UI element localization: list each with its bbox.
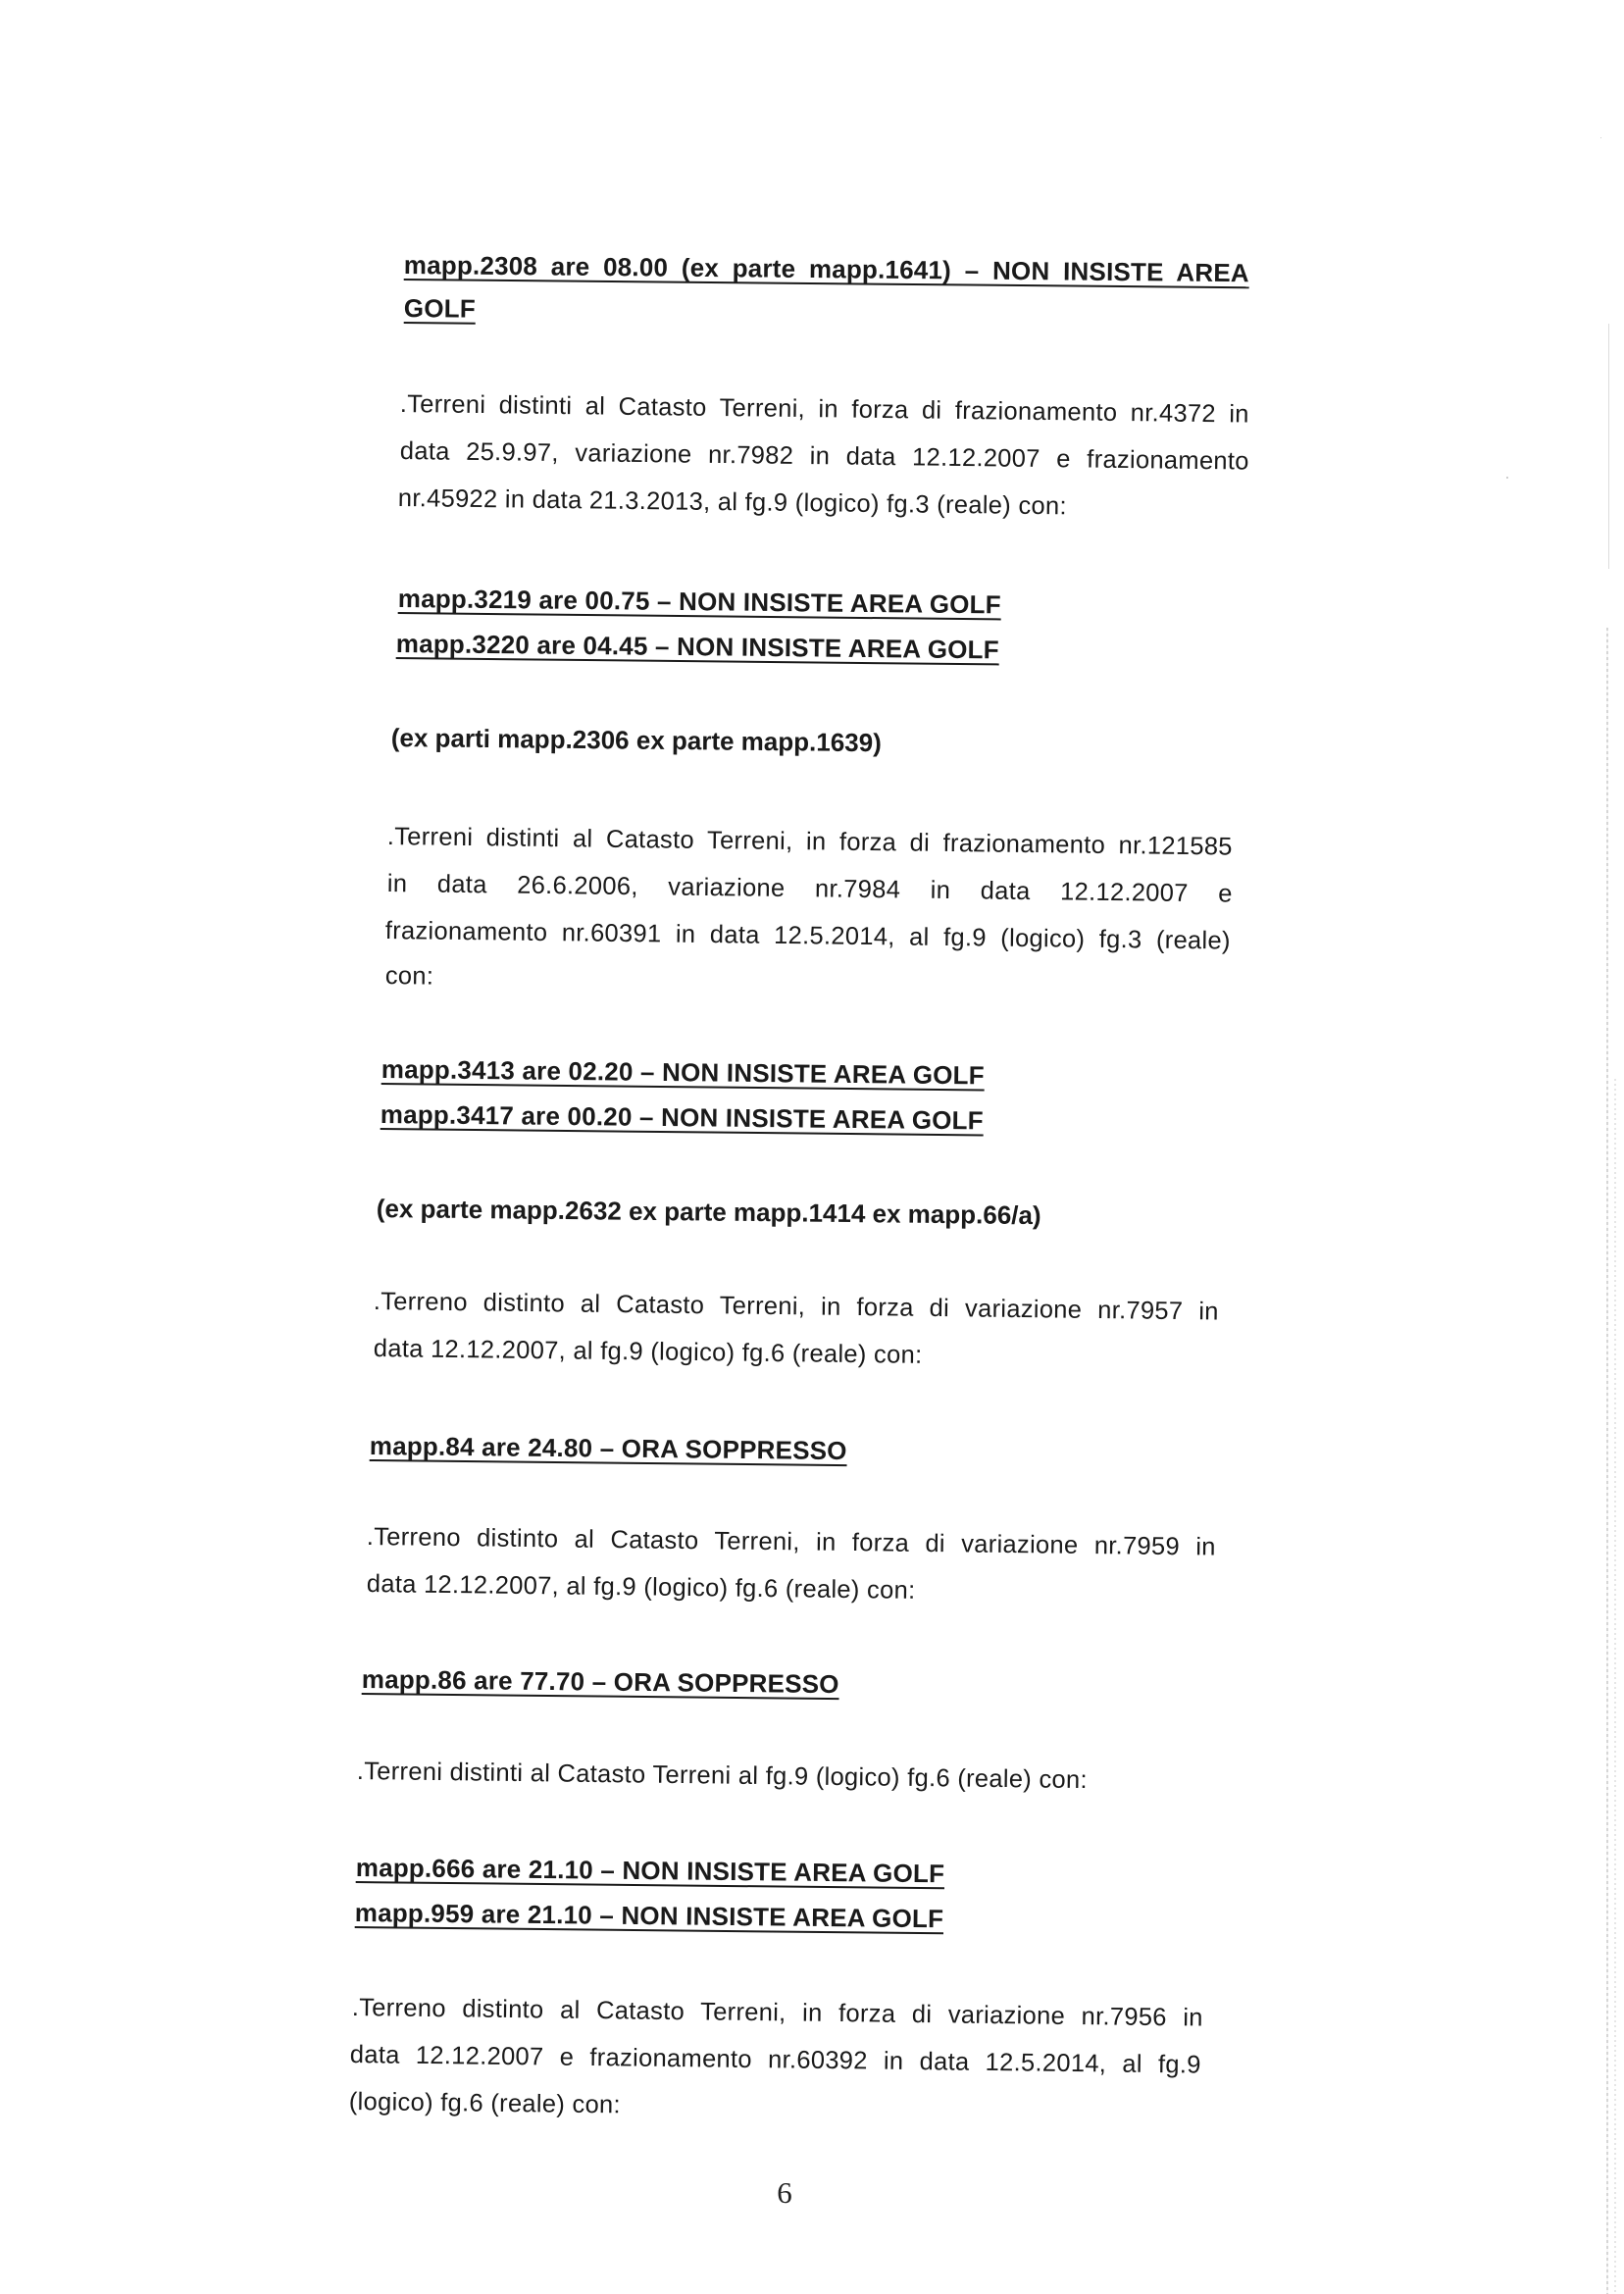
- paragraph-line: data 12.12.2007, al fg.9 (logico) fg.6 (reale) con:: [366, 1570, 916, 1605]
- parcel-heading-line: mapp.3413 are 02.20 – NON INSISTE AREA GOLF: [381, 1054, 985, 1091]
- parcel-heading: [356, 1853, 945, 1889]
- paragraph-line: nr.45922 in data 21.3.2013, al fg.9 (logico) fg.3 (reale) con:: [397, 484, 1067, 521]
- paragraph-line: data 12.12.2007, al fg.9 (logico) fg.6 (reale) con:: [373, 1335, 923, 1369]
- page-number: 6: [777, 2175, 792, 2210]
- cadastre-paragraph: [374, 1335, 923, 1370]
- parcel-heading-line: mapp.86 are 77.70 – ORA SOPPRESSO: [361, 1664, 839, 1700]
- parcel-heading: [398, 584, 1001, 620]
- origin-note: [391, 723, 882, 758]
- origin-note-text: (ex parti mapp.2306 ex parte mapp.1639): [390, 723, 882, 758]
- parcel-heading: [404, 250, 1249, 288]
- paragraph-line: data 25.9.97, variazione nr.7982 in data 12.12.2007 e frazionamento: [399, 437, 1249, 476]
- parcel-heading-line: mapp.959 are 21.10 – NON INSISTE AREA GOLF: [354, 1898, 944, 1934]
- paragraph-line: .Terreni distinti al Catasto Terreni, in forza di frazionamento nr.121585: [386, 823, 1233, 861]
- paragraph-line: .Terreni distinti al Catasto Terreni, in forza di frazionamento nr.4372 in: [399, 390, 1249, 429]
- parcel-heading: [355, 1898, 944, 1934]
- paragraph-line: frazionamento nr.60391 in data 12.5.2014, al fg.9 (logico) fg.3 (reale): [384, 917, 1231, 955]
- cadastre-paragraph: [349, 2088, 621, 2119]
- scan-edge-artifact: [1606, 628, 1608, 2294]
- cadastre-paragraph: [385, 962, 434, 992]
- cadastre-paragraph: [387, 823, 1233, 862]
- parcel-heading-line: mapp.84 are 24.80 – ORA SOPPRESSO: [369, 1431, 847, 1466]
- origin-note: [377, 1194, 1041, 1231]
- paragraph-line: .Terreno distinto al Catasto Terreni, in forza di variazione nr.7956 in: [351, 1994, 1203, 2032]
- scan-speck: [1600, 137, 1601, 138]
- parcel-heading-line: GOLF: [403, 293, 477, 324]
- scan-edge-artifact: [1608, 324, 1609, 569]
- parcel-heading-line: mapp.2308 are 08.00 (ex parte mapp.1641) – NON INSISTE AREA: [403, 250, 1249, 288]
- parcel-heading: [381, 1054, 985, 1091]
- parcel-heading-line: mapp.3219 are 00.75 – NON INSISTE AREA GOLF: [397, 584, 1001, 620]
- parcel-heading: [381, 1099, 984, 1136]
- scan-speck: [1506, 477, 1508, 479]
- parcel-heading: [370, 1431, 847, 1466]
- paragraph-line: con:: [384, 962, 434, 991]
- cadastre-paragraph: [387, 870, 1233, 909]
- parcel-heading-continuation: [404, 293, 476, 325]
- cadastre-paragraph: [374, 1288, 1219, 1327]
- scan-edge-artifact: [1614, 1079, 1616, 2294]
- cadastre-paragraph: [352, 1994, 1203, 2033]
- cadastre-paragraph: [357, 1758, 1088, 1795]
- parcel-heading: [396, 629, 999, 665]
- cadastre-paragraph: [350, 2041, 1201, 2080]
- paragraph-line: (logico) fg.6 (reale) con:: [348, 2088, 622, 2119]
- cadastre-paragraph: [367, 1523, 1216, 1562]
- parcel-heading: [362, 1664, 839, 1700]
- paragraph-line: in data 26.6.2006, variazione nr.7984 in data 12.12.2007 e: [386, 870, 1233, 908]
- paragraph-line: .Terreni distinti al Catasto Terreni al fg.9 (logico) fg.6 (reale) con:: [356, 1758, 1089, 1795]
- cadastre-paragraph: [400, 390, 1249, 430]
- cadastre-paragraph: [385, 917, 1231, 956]
- parcel-heading-line: mapp.666 are 21.10 – NON INSISTE AREA GOLF: [355, 1853, 945, 1889]
- paragraph-line: data 12.12.2007 e frazionamento nr.60392 in data 12.5.2014, al fg.9: [349, 2041, 1201, 2079]
- parcel-heading-line: mapp.3220 are 04.45 – NON INSISTE AREA GOLF: [395, 629, 999, 665]
- cadastre-paragraph: [398, 484, 1067, 521]
- origin-note-text: (ex parte mapp.2632 ex parte mapp.1414 ex mapp.66/a): [376, 1194, 1041, 1231]
- cadastre-paragraph: [367, 1570, 916, 1606]
- parcel-heading-line: mapp.3417 are 00.20 – NON INSISTE AREA GOLF: [380, 1099, 984, 1136]
- paragraph-line: .Terreno distinto al Catasto Terreni, in forza di variazione nr.7957 in: [373, 1288, 1219, 1326]
- paragraph-line: .Terreno distinto al Catasto Terreni, in forza di variazione nr.7959 in: [366, 1523, 1216, 1561]
- cadastre-paragraph: [400, 437, 1249, 477]
